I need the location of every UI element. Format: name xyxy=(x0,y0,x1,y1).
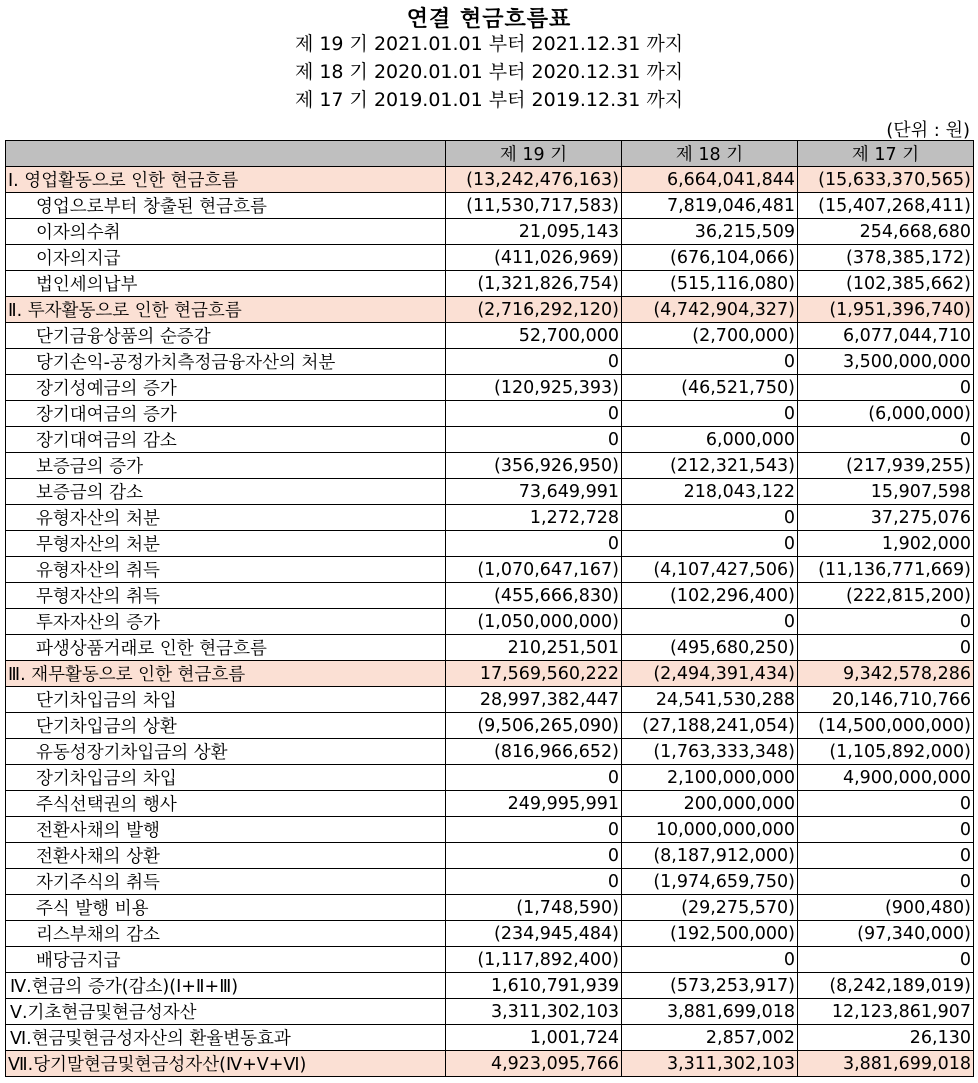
row-label: 장기대여금의 증가 xyxy=(6,401,446,427)
row-value-18: (573,253,917) xyxy=(622,973,798,999)
table-row xyxy=(6,921,974,947)
row-label: Ⅰ. 영업활동으로 인한 현금흐름 xyxy=(6,167,446,193)
row-value-19: (1,050,000,000) xyxy=(446,609,622,635)
row-value-17: 0 xyxy=(798,635,974,661)
table-row xyxy=(6,557,974,583)
unit-label: (단위 : 원) xyxy=(886,120,970,141)
row-value-18: (46,521,750) xyxy=(622,375,798,401)
row-value-17: 9,342,578,286 xyxy=(798,661,974,687)
table-row xyxy=(6,167,974,193)
row-value-18: 0 xyxy=(622,531,798,557)
row-value-19: (2,716,292,120) xyxy=(446,297,622,323)
table-row xyxy=(6,713,974,739)
row-value-17: 15,907,598 xyxy=(798,479,974,505)
row-label: Ⅶ.당기말현금및현금성자산(Ⅳ+Ⅴ+Ⅵ) xyxy=(6,1051,446,1077)
row-label: Ⅳ.현금의 증가(감소)(Ⅰ+Ⅱ+Ⅲ) xyxy=(6,973,446,999)
row-value-17: 0 xyxy=(798,791,974,817)
row-label: 단기차입금의 차입 xyxy=(6,687,446,713)
row-label: 당기손익-공정가치측정금융자산의 처분 xyxy=(6,349,446,375)
row-value-19: 0 xyxy=(446,869,622,895)
table-row xyxy=(6,219,974,245)
row-value-17: 4,900,000,000 xyxy=(798,765,974,791)
table-row xyxy=(6,401,974,427)
row-value-19: 1,001,724 xyxy=(446,1025,622,1051)
row-label: 장기성예금의 증가 xyxy=(6,375,446,401)
row-value-18: 0 xyxy=(622,349,798,375)
row-value-18: 24,541,530,288 xyxy=(622,687,798,713)
row-label: Ⅵ.현금및현금성자산의 환율변동효과 xyxy=(6,1025,446,1051)
row-value-18: (676,104,066) xyxy=(622,245,798,271)
row-value-19: (13,242,476,163) xyxy=(446,167,622,193)
row-value-18: (8,187,912,000) xyxy=(622,843,798,869)
table-row xyxy=(6,843,974,869)
table-row xyxy=(6,323,974,349)
row-value-19: (411,026,969) xyxy=(446,245,622,271)
row-label: 장기차입금의 차입 xyxy=(6,765,446,791)
header-row xyxy=(6,141,974,167)
table-row xyxy=(6,973,974,999)
header-col-17: 제 17 기 xyxy=(798,141,974,167)
row-value-17: (1,105,892,000) xyxy=(798,739,974,765)
table-row xyxy=(6,375,974,401)
row-value-19: 0 xyxy=(446,531,622,557)
period-line-18: 제 18 기 2020.01.01 부터 2020.12.31 까지 xyxy=(294,61,684,83)
row-label: Ⅴ.기초현금및현금성자산 xyxy=(6,999,446,1025)
table-row xyxy=(6,687,974,713)
row-label: 전환사채의 상환 xyxy=(6,843,446,869)
header-col-19: 제 19 기 xyxy=(446,141,622,167)
table-row xyxy=(6,661,974,687)
table-row xyxy=(6,271,974,297)
row-value-17: 0 xyxy=(798,817,974,843)
table-body xyxy=(6,167,974,1077)
row-value-19: 73,649,991 xyxy=(446,479,622,505)
table-row xyxy=(6,1025,974,1051)
row-value-18: 36,215,509 xyxy=(622,219,798,245)
row-label: 주식선택권의 행사 xyxy=(6,791,446,817)
row-value-19: (120,925,393) xyxy=(446,375,622,401)
row-value-18: 3,311,302,103 xyxy=(622,1051,798,1077)
row-label: 배당금지급 xyxy=(6,947,446,973)
row-label: 무형자산의 처분 xyxy=(6,531,446,557)
row-label: 주식 발행 비용 xyxy=(6,895,446,921)
row-label: 단기차입금의 상환 xyxy=(6,713,446,739)
header-col-18: 제 18 기 xyxy=(622,141,798,167)
row-value-18: 2,100,000,000 xyxy=(622,765,798,791)
table-row xyxy=(6,505,974,531)
header-blank xyxy=(6,141,446,167)
row-label: 장기대여금의 감소 xyxy=(6,427,446,453)
row-value-19: (11,530,717,583) xyxy=(446,193,622,219)
row-label: Ⅲ. 재무활동으로 인한 현금흐름 xyxy=(6,661,446,687)
row-value-19: (1,321,826,754) xyxy=(446,271,622,297)
row-value-18: (515,116,080) xyxy=(622,271,798,297)
table-row xyxy=(6,193,974,219)
row-value-18: 6,664,041,844 xyxy=(622,167,798,193)
row-value-17: 0 xyxy=(798,609,974,635)
row-value-18: (495,680,250) xyxy=(622,635,798,661)
row-value-17: (14,500,000,000) xyxy=(798,713,974,739)
cash-flow-table xyxy=(5,140,974,1077)
row-value-19: (234,945,484) xyxy=(446,921,622,947)
row-value-17: (15,407,268,411) xyxy=(798,193,974,219)
row-value-19: (1,748,590) xyxy=(446,895,622,921)
row-value-18: (102,296,400) xyxy=(622,583,798,609)
row-value-19: 52,700,000 xyxy=(446,323,622,349)
table-row xyxy=(6,479,974,505)
row-value-19: 0 xyxy=(446,817,622,843)
table-row xyxy=(6,791,974,817)
row-value-18: (212,321,543) xyxy=(622,453,798,479)
row-value-19: 21,095,143 xyxy=(446,219,622,245)
row-value-17: 1,902,000 xyxy=(798,531,974,557)
row-label: 자기주식의 취득 xyxy=(6,869,446,895)
row-value-18: (2,494,391,434) xyxy=(622,661,798,687)
row-value-19: 1,272,728 xyxy=(446,505,622,531)
row-value-19: 3,311,302,103 xyxy=(446,999,622,1025)
table-row xyxy=(6,739,974,765)
row-value-18: (4,107,427,506) xyxy=(622,557,798,583)
table-row xyxy=(6,427,974,453)
row-value-17: 0 xyxy=(798,947,974,973)
row-value-17: (15,633,370,565) xyxy=(798,167,974,193)
row-value-19: 28,997,382,447 xyxy=(446,687,622,713)
row-value-18: 7,819,046,481 xyxy=(622,193,798,219)
row-value-18: 0 xyxy=(622,505,798,531)
row-label: 무형자산의 취득 xyxy=(6,583,446,609)
row-value-17: 26,130 xyxy=(798,1025,974,1051)
row-value-17: (217,939,255) xyxy=(798,453,974,479)
table-row xyxy=(6,635,974,661)
row-label: 영업으로부터 창출된 현금흐름 xyxy=(6,193,446,219)
period-line-17: 제 17 기 2019.01.01 부터 2019.12.31 까지 xyxy=(294,89,684,111)
row-value-19: 4,923,095,766 xyxy=(446,1051,622,1077)
table-row xyxy=(6,999,974,1025)
row-value-18: 0 xyxy=(622,401,798,427)
row-value-18: 200,000,000 xyxy=(622,791,798,817)
row-value-18: 10,000,000,000 xyxy=(622,817,798,843)
row-value-19: 0 xyxy=(446,349,622,375)
row-label: 유동성장기차입금의 상환 xyxy=(6,739,446,765)
row-value-17: (97,340,000) xyxy=(798,921,974,947)
row-value-19: 0 xyxy=(446,427,622,453)
table-row xyxy=(6,869,974,895)
row-value-19: (816,966,652) xyxy=(446,739,622,765)
row-label: 파생상품거래로 인한 현금흐름 xyxy=(6,635,446,661)
row-value-18: 6,000,000 xyxy=(622,427,798,453)
row-value-17: 0 xyxy=(798,375,974,401)
row-label: 유형자산의 처분 xyxy=(6,505,446,531)
row-value-17: 0 xyxy=(798,869,974,895)
row-value-17: 0 xyxy=(798,843,974,869)
row-value-18: (27,188,241,054) xyxy=(622,713,798,739)
row-value-19: (356,926,950) xyxy=(446,453,622,479)
row-value-18: (192,500,000) xyxy=(622,921,798,947)
row-value-19: 17,569,560,222 xyxy=(446,661,622,687)
row-value-18: (4,742,904,327) xyxy=(622,297,798,323)
row-value-17: 254,668,680 xyxy=(798,219,974,245)
row-value-17: 3,500,000,000 xyxy=(798,349,974,375)
row-label: 보증금의 감소 xyxy=(6,479,446,505)
row-label: 이자의지급 xyxy=(6,245,446,271)
row-value-17: 0 xyxy=(798,427,974,453)
row-value-18: (29,275,570) xyxy=(622,895,798,921)
row-value-18: 218,043,122 xyxy=(622,479,798,505)
table-row xyxy=(6,245,974,271)
table-row xyxy=(6,1051,974,1077)
row-label: 전환사채의 발행 xyxy=(6,817,446,843)
row-value-17: (6,000,000) xyxy=(798,401,974,427)
table-row xyxy=(6,349,974,375)
table-row xyxy=(6,765,974,791)
row-value-17: (1,951,396,740) xyxy=(798,297,974,323)
row-label: 이자의수취 xyxy=(6,219,446,245)
row-label: 유형자산의 취득 xyxy=(6,557,446,583)
table-row xyxy=(6,297,974,323)
row-label: 리스부채의 감소 xyxy=(6,921,446,947)
row-label: Ⅱ. 투자활동으로 인한 현금흐름 xyxy=(6,297,446,323)
table-row xyxy=(6,583,974,609)
row-value-17: (8,242,189,019) xyxy=(798,973,974,999)
row-value-18: (1,974,659,750) xyxy=(622,869,798,895)
row-value-19: 210,251,501 xyxy=(446,635,622,661)
table-row xyxy=(6,453,974,479)
row-value-18: 3,881,699,018 xyxy=(622,999,798,1025)
row-value-19: (1,070,647,167) xyxy=(446,557,622,583)
table-row xyxy=(6,817,974,843)
row-value-19: 0 xyxy=(446,401,622,427)
table-row xyxy=(6,531,974,557)
row-value-17: (900,480) xyxy=(798,895,974,921)
table-row xyxy=(6,947,974,973)
row-value-19: (1,117,892,400) xyxy=(446,947,622,973)
row-value-17: 37,275,076 xyxy=(798,505,974,531)
row-value-17: (11,136,771,669) xyxy=(798,557,974,583)
row-label: 단기금융상품의 순증감 xyxy=(6,323,446,349)
row-value-18: (1,763,333,348) xyxy=(622,739,798,765)
statement-title: 연결 현금흐름표 xyxy=(406,7,572,32)
row-value-19: (455,666,830) xyxy=(446,583,622,609)
row-value-19: (9,506,265,090) xyxy=(446,713,622,739)
row-label: 법인세의납부 xyxy=(6,271,446,297)
row-label: 투자자산의 증가 xyxy=(6,609,446,635)
row-value-17: (222,815,200) xyxy=(798,583,974,609)
row-value-17: 6,077,044,710 xyxy=(798,323,974,349)
row-value-17: (378,385,172) xyxy=(798,245,974,271)
row-value-19: 0 xyxy=(446,843,622,869)
table-row xyxy=(6,609,974,635)
table-row xyxy=(6,895,974,921)
row-value-17: (102,385,662) xyxy=(798,271,974,297)
row-value-18: 2,857,002 xyxy=(622,1025,798,1051)
row-value-17: 3,881,699,018 xyxy=(798,1051,974,1077)
row-value-19: 0 xyxy=(446,765,622,791)
row-label: 보증금의 증가 xyxy=(6,453,446,479)
period-line-19: 제 19 기 2021.01.01 부터 2021.12.31 까지 xyxy=(294,33,684,55)
row-value-17: 12,123,861,907 xyxy=(798,999,974,1025)
row-value-19: 1,610,791,939 xyxy=(446,973,622,999)
row-value-19: 249,995,991 xyxy=(446,791,622,817)
row-value-18: 0 xyxy=(622,947,798,973)
row-value-18: 0 xyxy=(622,609,798,635)
row-value-17: 20,146,710,766 xyxy=(798,687,974,713)
row-value-18: (2,700,000) xyxy=(622,323,798,349)
